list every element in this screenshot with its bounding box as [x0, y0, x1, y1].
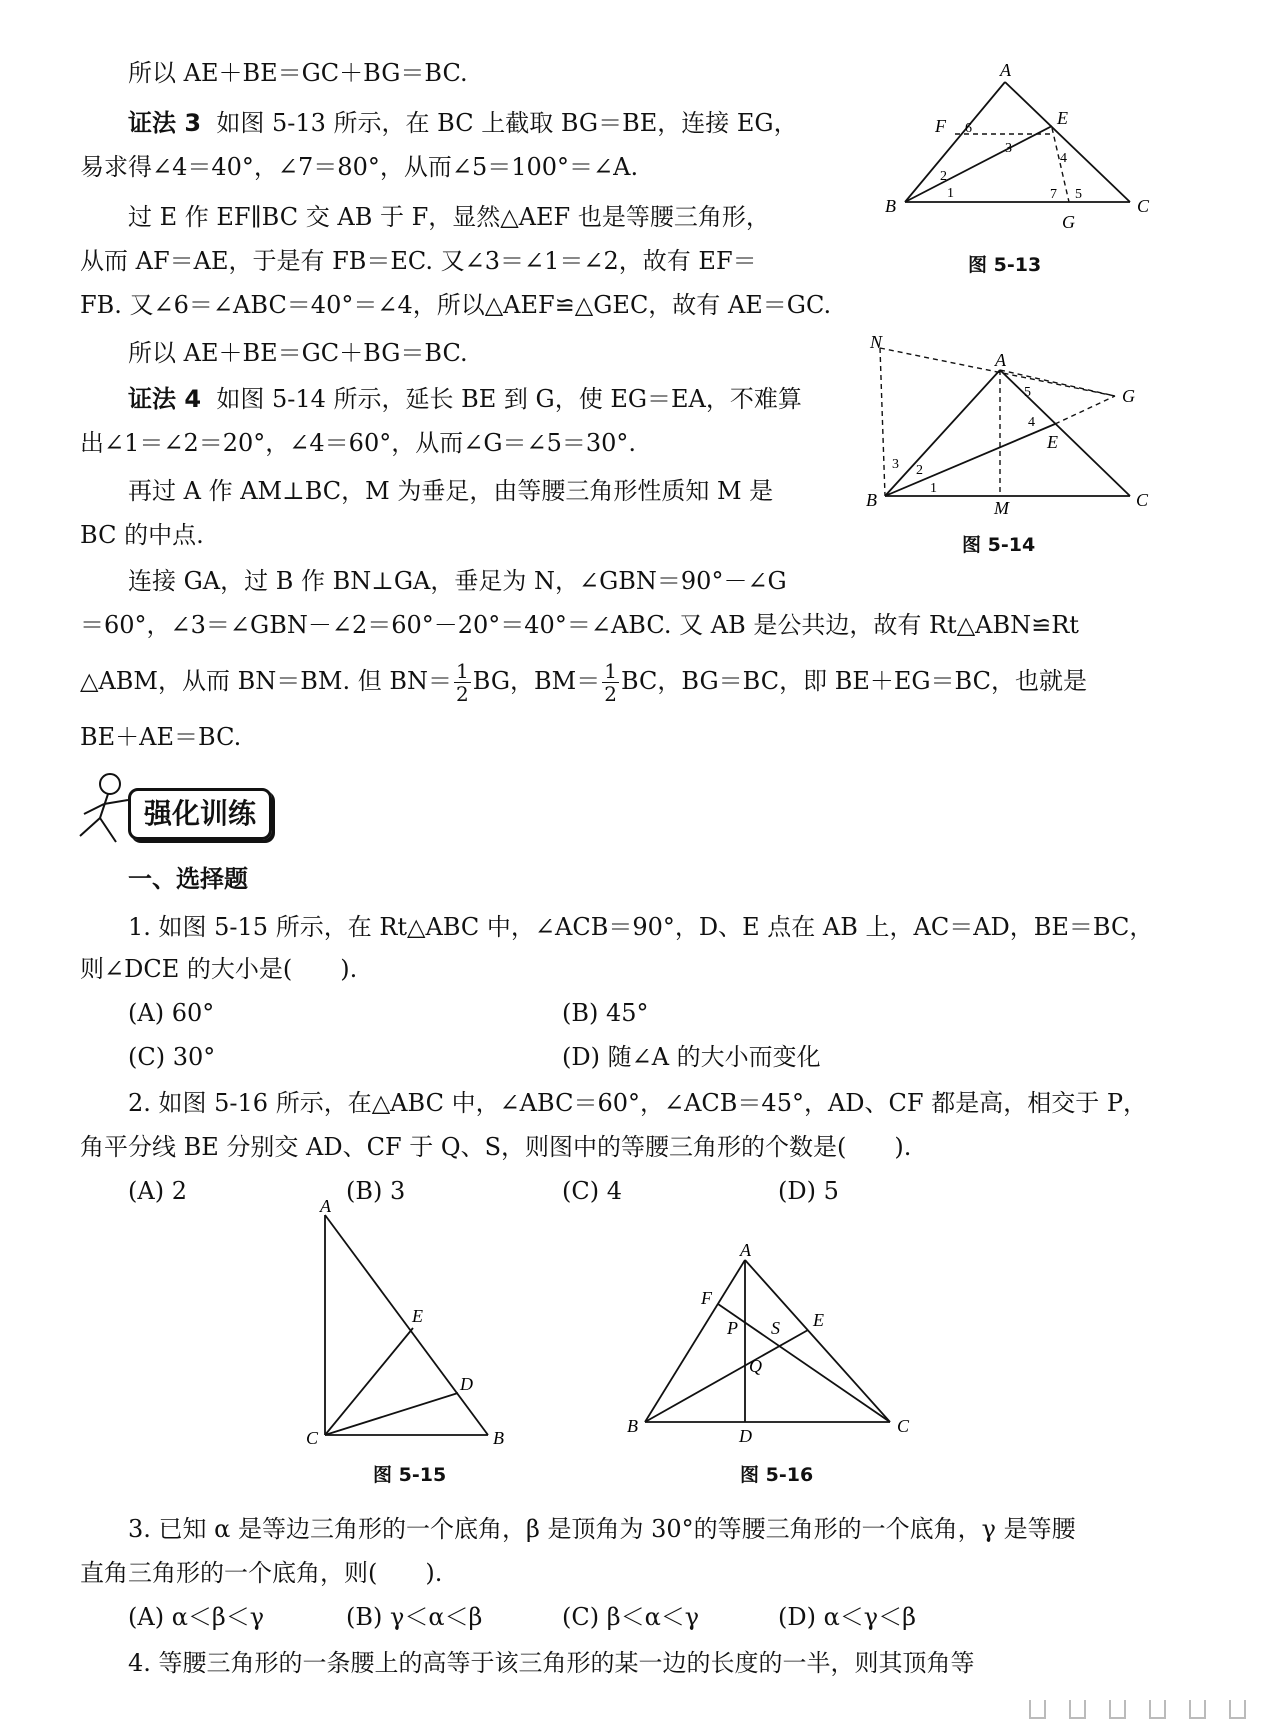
question-2: 2. 如图 5-16 所示，在△ABC 中，∠ABC＝60°，∠ACB＝45°，AD、CF 都是高，相交于 P，: [128, 1089, 1147, 1117]
label-M: M: [994, 498, 1009, 516]
label-A: A: [740, 1240, 751, 1260]
angle-label: 5: [1024, 385, 1031, 400]
label-D: D: [739, 1426, 752, 1445]
option: (A) 60°: [128, 999, 215, 1027]
option: (C) 4: [562, 1177, 622, 1205]
angle-label: 2: [940, 169, 947, 184]
text-span: 如图 5-14 所示，延长 BE 到 G，使 EG＝EA，不难算: [216, 385, 802, 413]
angle-label: 5: [1075, 187, 1082, 202]
fraction-half: [454, 660, 471, 705]
text-line: 所以 AE＋BE＝GC＋BG＝BC.: [128, 59, 468, 87]
label-C: C: [1136, 490, 1149, 510]
label-B: B: [493, 1428, 504, 1448]
option: (B) 3: [346, 1177, 406, 1205]
text-line: [80, 660, 1087, 705]
label-F: F: [935, 116, 946, 136]
text-line: 出∠1＝∠2＝20°，∠4＝60°，从而∠G＝∠5＝30°.: [80, 429, 637, 457]
label-S: S: [771, 1318, 780, 1338]
text-line: 易求得∠4＝40°，∠7＝80°，从而∠5＝100°＝∠A.: [80, 153, 639, 181]
label-C: C: [1137, 196, 1150, 216]
angle-label: 3: [892, 457, 899, 472]
label-E: E: [1057, 108, 1068, 128]
option: (C) 30°: [128, 1043, 216, 1071]
angle-label: 3: [1005, 141, 1012, 156]
figure-caption: 图 5-13: [968, 254, 1042, 276]
option: (D) 5: [778, 1177, 839, 1205]
fraction-numerator: 1: [456, 659, 469, 683]
label-C: C: [306, 1428, 319, 1448]
angle-label: 4: [1060, 151, 1067, 166]
label-E: E: [1047, 432, 1058, 452]
option: (B) 45°: [562, 999, 649, 1027]
text-line: 直角三角形的一个底角，则( ).: [80, 1559, 443, 1587]
text-line: 从而 AF＝AE，于是有 FB＝EC. 又∠3＝∠1＝∠2，故有 EF＝: [80, 247, 757, 275]
text-line: 所以 AE＋BE＝GC＋BG＝BC.: [128, 339, 468, 367]
figure-caption: 图 5-14: [962, 534, 1036, 556]
angle-label: 4: [1028, 415, 1035, 430]
label-D: D: [460, 1374, 473, 1394]
text-span: BG，BM＝: [472, 667, 601, 695]
section-badge: 强化训练: [128, 788, 272, 840]
figure-5-13: [855, 62, 1195, 242]
label-N: N: [870, 336, 883, 352]
label-Q: Q: [749, 1356, 762, 1376]
label-A: A: [995, 350, 1006, 370]
text-span: △ABM，从而 BN＝BM. 但 BN＝: [80, 667, 452, 695]
text-line: 再过 A 作 AM⊥BC，M 为垂足，由等腰三角形性质知 M 是: [128, 477, 774, 505]
text-span: 如图 5-13 所示，在 BC 上截取 BG＝BE，连接 EG，: [216, 109, 798, 137]
label-E: E: [412, 1306, 423, 1326]
text-line: 则∠DCE 的大小是( ).: [80, 955, 358, 983]
label-B: B: [866, 490, 877, 510]
figure-caption: 图 5-15: [373, 1464, 447, 1486]
question-3: 3. 已知 α 是等边三角形的一个底角，β 是顶角为 30°的等腰三角形的一个底角，γ 是等腰: [128, 1515, 1076, 1543]
fraction-denominator: 2: [456, 682, 469, 706]
text-line: ＝60°，∠3＝∠GBN－∠2＝60°－20°＝40°＝∠ABC. 又 AB 是公共边，故有 Rt△ABN≌Rt: [80, 611, 1079, 639]
text-line: 过 E 作 EF∥BC 交 AB 于 F，显然△AEF 也是等腰三角形，: [128, 203, 770, 231]
label-F: F: [701, 1288, 712, 1308]
figure-5-16: [625, 1240, 925, 1445]
label-C: C: [897, 1416, 910, 1436]
angle-label: 7: [1050, 187, 1057, 202]
label-E: E: [813, 1310, 824, 1330]
question-1: 1. 如图 5-15 所示，在 Rt△ABC 中，∠ACB＝90°，D、E 点在 AB 上，AC＝AD，BE＝BC，: [128, 913, 1154, 941]
label-A: A: [320, 1200, 331, 1216]
figure-caption: 图 5-16: [740, 1464, 814, 1486]
angle-label: 6: [965, 121, 972, 136]
page-edge-marks: [1020, 1695, 1270, 1725]
label-G: G: [1122, 386, 1135, 406]
option: (A) 2: [128, 1177, 187, 1205]
option: (C) β＜α＜γ: [562, 1603, 700, 1631]
fraction-denominator: 2: [604, 682, 617, 706]
fraction-numerator: 1: [604, 659, 617, 683]
text-line: [128, 382, 802, 416]
label-B: B: [627, 1416, 638, 1436]
text-line: 连接 GA，过 B 作 BN⊥GA，垂足为 N，∠GBN＝90°－∠G: [128, 567, 787, 595]
proof-title: 证法 4: [128, 385, 202, 413]
label-B: B: [885, 196, 896, 216]
option: (A) α＜β＜γ: [128, 1603, 265, 1631]
option: (D) 随∠A 的大小而变化: [562, 1043, 821, 1071]
text-span: BC，BG＝BC，即 BE＋EG＝BC，也就是: [620, 667, 1088, 695]
fraction-half: [602, 660, 619, 705]
subsection-title: 一、选择题: [128, 865, 248, 893]
text-line: FB. 又∠6＝∠ABC＝40°＝∠4，所以△AEF≌△GEC，故有 AE＝GC.: [80, 291, 832, 319]
question-4: 4. 等腰三角形的一条腰上的高等于该三角形的某一边的长度的一半，则其顶角等: [128, 1649, 975, 1677]
label-G: G: [1062, 212, 1075, 232]
angle-label: 1: [930, 481, 937, 496]
label-P: P: [727, 1318, 738, 1338]
text-line: BC 的中点.: [80, 521, 204, 549]
angle-label: 2: [916, 463, 923, 478]
label-A: A: [1000, 62, 1011, 80]
option: (B) γ＜α＜β: [346, 1603, 483, 1631]
option: (D) α＜γ＜β: [778, 1603, 917, 1631]
text-line: BE＋AE＝BC.: [80, 723, 242, 751]
figure-5-14: [850, 336, 1170, 516]
text-line: 角平分线 BE 分别交 AD、CF 于 Q、S，则图中的等腰三角形的个数是( ).: [80, 1133, 912, 1161]
figure-5-15: [300, 1200, 520, 1450]
angle-label: 1: [947, 186, 954, 201]
proof-title: 证法 3: [128, 109, 202, 137]
text-line: [128, 106, 798, 140]
